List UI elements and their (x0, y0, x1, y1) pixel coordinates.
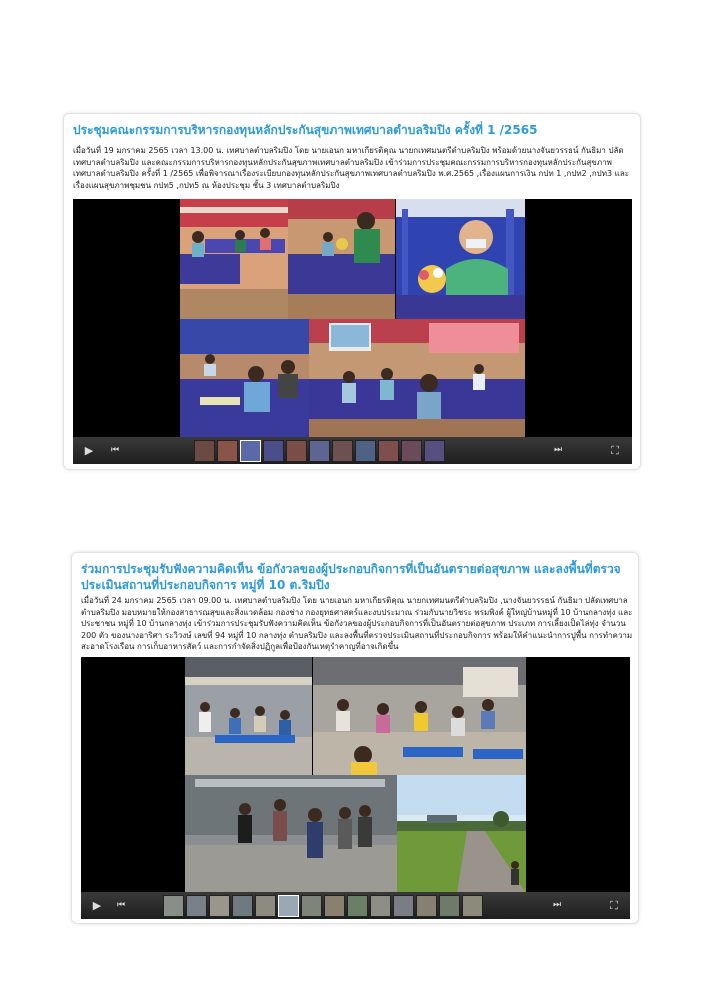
post-title[interactable]: ร่วมการประชุมรับฟังความคิดเห็น ข้อกังวลของผู้ประกอบกิจการที่เป็นอันตรายต่อสุขภาพ และลงพื้นที่ตรวจประเมินสถานที่ประกอบกิจการ หมู่ที่ 10 ต.ริมปิง (81, 562, 621, 592)
photo-gallery[interactable] (73, 199, 632, 464)
photo-gallery[interactable] (81, 657, 630, 919)
thumbnail[interactable] (209, 895, 230, 917)
thumbnail[interactable] (462, 895, 483, 917)
thumbnail[interactable] (263, 440, 284, 462)
news-post-card (63, 113, 641, 470)
thumbnail[interactable] (255, 895, 276, 917)
site-inspection-photo (185, 775, 397, 893)
skip-back-icon[interactable]: ⏮ (116, 900, 126, 910)
thumbnail[interactable] (393, 895, 414, 917)
thumbnail-active[interactable] (278, 895, 299, 917)
thumbnail[interactable] (194, 440, 215, 462)
slide-collage[interactable] (73, 199, 632, 439)
post-description: เมื่อวันที่ 24 มกราคม 2565 เวลา 09.00 น. เทศบาลตำบลริมปิง โดย นายเอนก มหาเกียรติคุณ นายกเทศมนตรีตำบลริมปิง ,นางจันยวรรธน์ กันธิมา ปลัดเทศบาลตำบลริมปิง มอบหมายให้กองสาธารณสุขและสิ่งแวดล้อม กองช่าง กองยุทธศาสตร์และงบประมาณ ร่วมกับนายวิชระ พรมพิงค์ ผู้ใหญ่บ้านหมู่ที่ 10 บ้านกลางทุ่ง และประชาชน หมู่ที่ 10 บ้านกลางทุ่ง เข้าร่วมการประชุมรับฟังความคิดเห็น ข้อกังวลของผู้ประกอบกิจการที่เป็นอันตรายต่อสุขภาพ ประเภท การเลี้ยงเป็ดไล่ทุ่ง จำนวน 200 ตัว ของนางอาริศา ระวิวงษ์ เลขที่ 94 หมู่ที่ 10 กลางทุ่ง ตำบลริมปิง และลงพื้นที่ตรวจประเมินสถานที่ประกอบกิจการ พร้อมให้คำแนะนำการปูพื้น การทำความสะอาดโรงเรือน การเก็บอาหารสัตว์ และการกำจัดสิ่งปฏิกูลเพื่อป้องกันเหตุรำคาญที่อาจเกิดขึ้น (81, 596, 633, 651)
thumbnail[interactable] (286, 440, 307, 462)
attendees-photo (180, 319, 309, 439)
play-icon[interactable]: ▶ (84, 444, 94, 457)
thumbnail[interactable] (309, 440, 330, 462)
projector-room-photo (309, 319, 525, 439)
thumbnail-strip (163, 895, 483, 917)
rural-road-photo (397, 775, 526, 893)
thumbnail[interactable] (416, 895, 437, 917)
thumbnail[interactable] (439, 895, 460, 917)
post-description: เมื่อวันที่ 19 มกราคม 2565 เวลา 13.00 น. เทศบาลตำบลริมปิง โดย นายเอนก มหาเกียรติคุณ นายกเทศมนตรีตำบลริมปิง พร้อมด้วยนางจันยวรรธน์ กันธิมา ปลัดเทศบาลตำบลริมปิง และคณะกรรมการบริหารกองทุนหลักประกันสุขภาพเทศบาลตำบลริมปิง เข้าร่วมการประชุมคณะกรรมการบริหารกองทุนหลักประกันสุขภาพเทศบาลตำบลริมปิง ครั้งที่ 1 /2565 เพื่อพิจารณาเรื่องระเบียบกองทุนหลักประกันสุขภาพเทศบาลตำบลริมปิง พ.ศ.2565 ,เรื่องแผนการเงิน กปท 1 ,กปท2 ,กปท3 และเรื่องแผนสุขภาพชุมชน กปท5 ,กปท5 ณ ห้องประชุม ชั้น 3 เทศบาลตำบลริมปิง (73, 146, 630, 190)
chairman-photo (288, 199, 395, 319)
fullscreen-icon[interactable]: ⛶ (611, 444, 619, 457)
slide-collage[interactable] (81, 657, 630, 893)
thumbnail[interactable] (378, 440, 399, 462)
fullscreen-icon[interactable]: ⛶ (610, 899, 618, 912)
speaker-photo (396, 199, 525, 319)
thumbnail[interactable] (347, 895, 368, 917)
gallery-controls (81, 892, 630, 919)
thumbnail[interactable] (332, 440, 353, 462)
thumbnail[interactable] (370, 895, 391, 917)
skip-forward-icon[interactable]: ⏭ (552, 900, 562, 910)
thumbnail[interactable] (324, 895, 345, 917)
thumbnail[interactable] (232, 895, 253, 917)
thumbnail-strip (194, 440, 453, 462)
thumbnail[interactable] (424, 440, 445, 462)
community-meeting-photo (185, 657, 312, 775)
villagers-photo (313, 657, 526, 775)
skip-back-icon[interactable]: ⏮ (110, 445, 120, 455)
thumbnail[interactable] (163, 895, 184, 917)
post-title[interactable]: ประชุมคณะกรรมการบริหารกองทุนหลักประกันสุขภาพเทศบาลตำบลริมปิง ครั้งที่ 1 /2565 (73, 123, 538, 137)
thumbnail[interactable] (355, 440, 376, 462)
news-post-card (71, 552, 639, 924)
thumbnail[interactable] (217, 440, 238, 462)
gallery-controls (73, 437, 632, 464)
thumbnail[interactable] (186, 895, 207, 917)
thumbnail[interactable] (301, 895, 322, 917)
play-icon[interactable]: ▶ (92, 899, 102, 912)
thumbnail[interactable] (401, 440, 422, 462)
meeting-photo (180, 199, 288, 319)
skip-forward-icon[interactable]: ⏭ (553, 445, 563, 455)
thumbnail-active[interactable] (240, 440, 261, 462)
